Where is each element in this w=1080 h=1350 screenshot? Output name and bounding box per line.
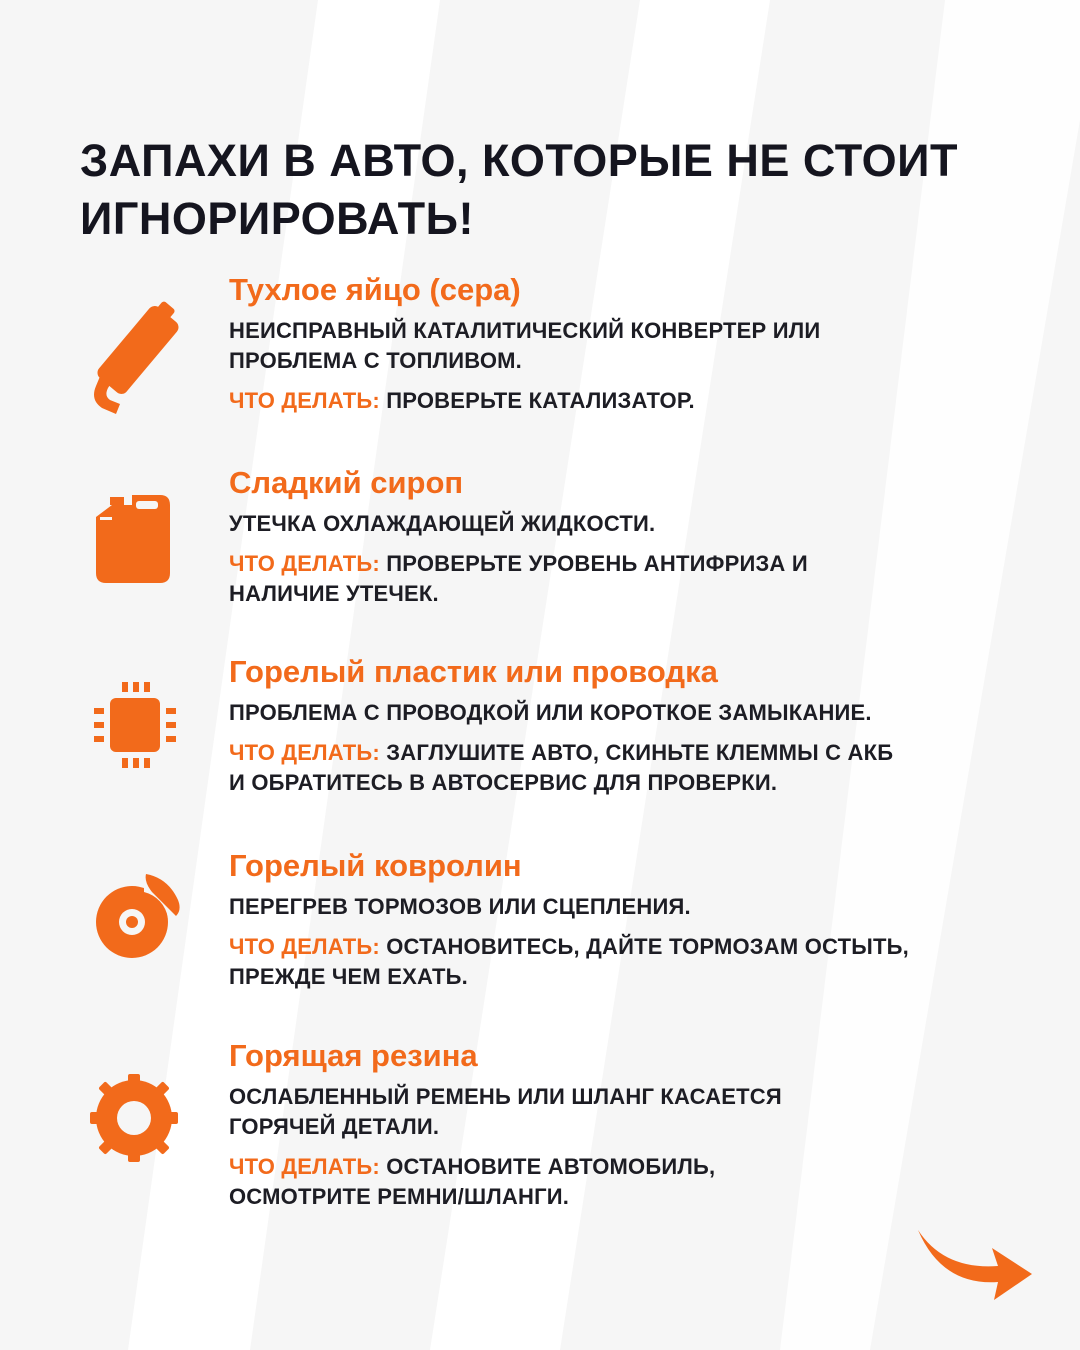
action-text: ПРОВЕРЬТЕ КАТАЛИЗАТОР. [379,388,695,413]
action-text: ОСТАНОВИТЕ АВТОМОБИЛЬ, [379,1154,716,1179]
brake-disc-icon [86,870,186,966]
action-label: ЧТО ДЕЛАТЬ: [229,1154,380,1179]
smell-heading: Горелый ковролин [229,848,522,883]
page-title-line-2: ИГНОРИРОВАТЬ! [80,193,474,244]
action-line-continued: НАЛИЧИЕ УТЕЧЕК. [229,581,439,606]
action-line-continued: И ОБРАТИТЕСЬ В АВТОСЕРВИС ДЛЯ ПРОВЕРКИ. [229,770,778,795]
action-line [229,386,1029,416]
action-line [229,1152,1029,1182]
smell-heading: Горелый пластик или проводка [229,654,718,689]
cause-line: ПРОБЛЕМА С ТОПЛИВОМ. [229,348,522,373]
action-label: ЧТО ДЕЛАТЬ: [229,388,380,413]
page-title [80,132,1040,248]
action-label: ЧТО ДЕЛАТЬ: [229,740,380,765]
action-line-continued: ОСМОТРИТЕ РЕМНИ/ШЛАНГИ. [229,1184,570,1209]
smell-heading: Тухлое яйцо (сера) [229,272,521,307]
exhaust-muffler-icon [86,296,186,414]
smell-heading: Горящая резина [229,1038,478,1073]
action-label: ЧТО ДЕЛАТЬ: [229,934,380,959]
action-line [229,932,1029,962]
smell-heading: Сладкий сироп [229,465,464,500]
cause-line: ОСЛАБЛЕННЫЙ РЕМЕНЬ ИЛИ ШЛАНГ КАСАЕТСЯ [229,1084,782,1109]
action-text: ПРОВЕРЬТЕ УРОВЕНЬ АНТИФРИЗА И [379,551,808,576]
arrow-right-icon[interactable] [914,1222,1036,1304]
cause-line: НЕИСПРАВНЫЙ КАТАЛИТИЧЕСКИЙ КОНВЕРТЕР ИЛИ [229,318,821,343]
cause-line: ПЕРЕГРЕВ ТОРМОЗОВ ИЛИ СЦЕПЛЕНИЯ. [229,894,691,919]
tire-icon [86,1070,186,1166]
page-title-line-1: ЗАПАХИ В АВТО, КОТОРЫЕ НЕ СТОИТ [80,135,958,186]
action-line-continued: ПРЕЖДЕ ЧЕМ ЕХАТЬ. [229,964,468,989]
action-text: ЗАГЛУШИТЕ АВТО, СКИНЬТЕ КЛЕММЫ С АКБ [379,740,894,765]
chip-icon [86,678,186,774]
cause-line: ГОРЯЧЕЙ ДЕТАЛИ. [229,1114,440,1139]
cause-line: УТЕЧКА ОХЛАЖДАЮЩЕЙ ЖИДКОСТИ. [229,511,656,536]
action-label: ЧТО ДЕЛАТЬ: [229,551,380,576]
action-line [229,738,1029,768]
action-line [229,549,1029,579]
cause-line: ПРОБЛЕМА С ПРОВОДКОЙ ИЛИ КОРОТКОЕ ЗАМЫКАНИЕ. [229,700,872,725]
action-text: ОСТАНОВИТЕСЬ, ДАЙТЕ ТОРМОЗАМ ОСТЫТЬ, [379,934,909,959]
canister-icon [86,491,186,585]
